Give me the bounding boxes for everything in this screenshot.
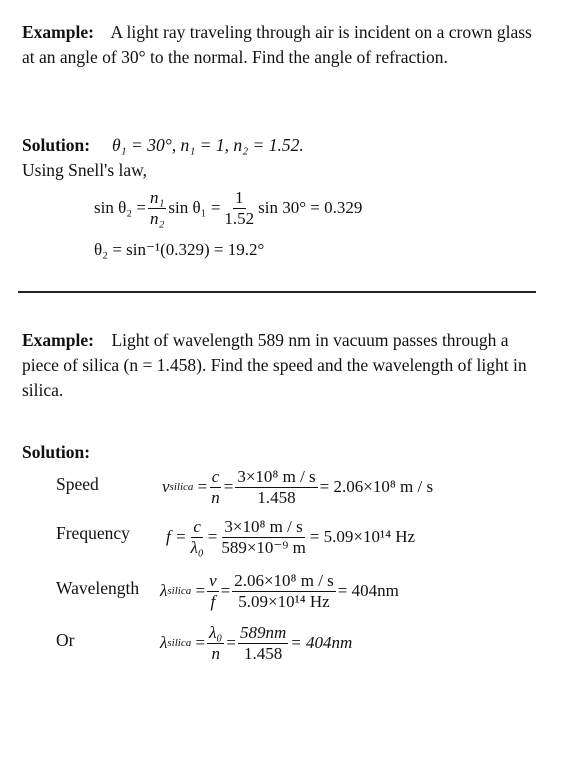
speed-equation: v silica = $\frac{c}{n}$ = $\frac{\text{3×10⁸ m / s}}{1.458}$ = 2.06×10⁸ m / s	[162, 466, 434, 507]
example-1-solution-label: Solution:	[22, 135, 91, 155]
eq1-frac-den: n₂	[150, 208, 165, 228]
wavelength-equation: λ silica = $\frac{v}{f}$ = $\frac{\text{2.06×10⁸ m / s}}{\text{5.09×10¹⁴ Hz}}$ = 404nm	[160, 570, 399, 611]
eq1-fraction-n1-n2	[148, 188, 166, 229]
or-f2-den: 1.458	[243, 643, 283, 663]
frequency-label: Frequency	[56, 523, 130, 543]
or-f2-num: 589nm	[239, 622, 287, 642]
wl-f2-den: 5.09×10¹⁴ Hz	[238, 591, 330, 611]
freq-f1-num: c	[193, 516, 201, 536]
speed-f1-den: n	[211, 487, 220, 507]
example-2-solution-label: Solution:	[22, 442, 91, 462]
freq-frac-c-lambda	[188, 517, 205, 558]
wl-lhs: λ	[160, 581, 168, 600]
eq1-rhs: sin 30° = 0.329	[258, 198, 363, 217]
freq-lhs: f =	[166, 527, 187, 546]
eq1-fraction-1-152	[222, 188, 256, 229]
example-1-statement	[22, 20, 542, 70]
eq1-frac2-num: 1	[235, 187, 244, 207]
speed-frac-c-n	[209, 467, 222, 508]
wl-subscript: silica	[167, 585, 192, 597]
or-label: Or	[56, 630, 75, 650]
or-f1-num: λ₀	[209, 622, 223, 642]
section-divider	[18, 291, 536, 293]
speed-frac-values	[235, 467, 317, 508]
snell-equation	[94, 186, 362, 230]
speed-f2-den: 1.458	[257, 487, 296, 507]
snell-intro: Using Snell's law,	[22, 160, 148, 180]
wl-frac-v-f	[207, 571, 219, 612]
speed-rhs: = 2.06×10⁸ m / s	[319, 477, 434, 496]
wl-f1-num: v	[209, 570, 217, 590]
wl-f2-num: 2.06×10⁸ m / s	[234, 570, 334, 590]
freq-frac-values	[219, 517, 307, 558]
theta2-equation: θ₂ = sin⁻¹(0.329) = 19.2°	[94, 240, 265, 259]
or-equation: λ silica = $\frac{\text{λ₀}}{n}$ = $\frac{589nm}{1.458}$ = 404nm	[160, 622, 353, 663]
wl-rhs: = 404nm	[337, 581, 399, 600]
example-2-heading: Example:	[22, 330, 94, 350]
or-subscript: silica	[167, 637, 192, 649]
or-lhs: λ	[160, 633, 168, 652]
speed-f2-num: 3×10⁸ m / s	[237, 466, 316, 486]
or-frac-lambda-n	[207, 623, 224, 664]
speed-lhs: v	[162, 477, 170, 496]
or-f1-den: n	[211, 643, 220, 663]
example-1-givens: θ₁ = 30°, n₁ = 1, n₂ = 1.52.	[111, 135, 304, 155]
example-1-text: A light ray traveling through air is incident on a crown glass at an angle of 30° to the normal. Find the angle of refraction.	[22, 22, 532, 67]
eq1-frac2-den: 1.52	[224, 208, 255, 228]
speed-f1-num: c	[211, 466, 220, 486]
example-1-solution-line	[22, 133, 542, 158]
freq-f1-den: λ₀	[190, 537, 204, 557]
speed-label: Speed	[56, 474, 99, 494]
example-1-heading: Example:	[22, 22, 94, 42]
speed-subscript: silica	[169, 481, 194, 493]
eq1-mid: sin θ₁ =	[168, 198, 221, 217]
frequency-equation: f = $\frac{c}{\text{λ₀}}$ = $\frac{\text{3×10⁸ m / s}}{\text{589×10⁻⁹ m}}$ = 5.09×10¹⁴ Hz	[166, 516, 416, 557]
example-2-text: Light of wavelength 589 nm in vacuum passes through a piece of silica (n = 1.458). Find the speed and the wavelength of light in silica.	[22, 330, 527, 400]
or-rhs: = 404nm	[290, 633, 353, 652]
wl-f1-den: f	[210, 591, 216, 611]
freq-rhs: = 5.09×10¹⁴ Hz	[309, 527, 416, 546]
example-2-statement	[22, 328, 542, 403]
wl-frac-values	[232, 571, 336, 612]
eq1-lhs: sin θ₂ =	[94, 198, 146, 217]
eq1-frac-num: n₁	[150, 187, 165, 207]
or-frac-values	[238, 623, 288, 664]
freq-f2-den: 589×10⁻⁹ m	[221, 537, 306, 557]
wavelength-label: Wavelength	[56, 578, 140, 598]
freq-f2-num: 3×10⁸ m / s	[224, 516, 303, 536]
